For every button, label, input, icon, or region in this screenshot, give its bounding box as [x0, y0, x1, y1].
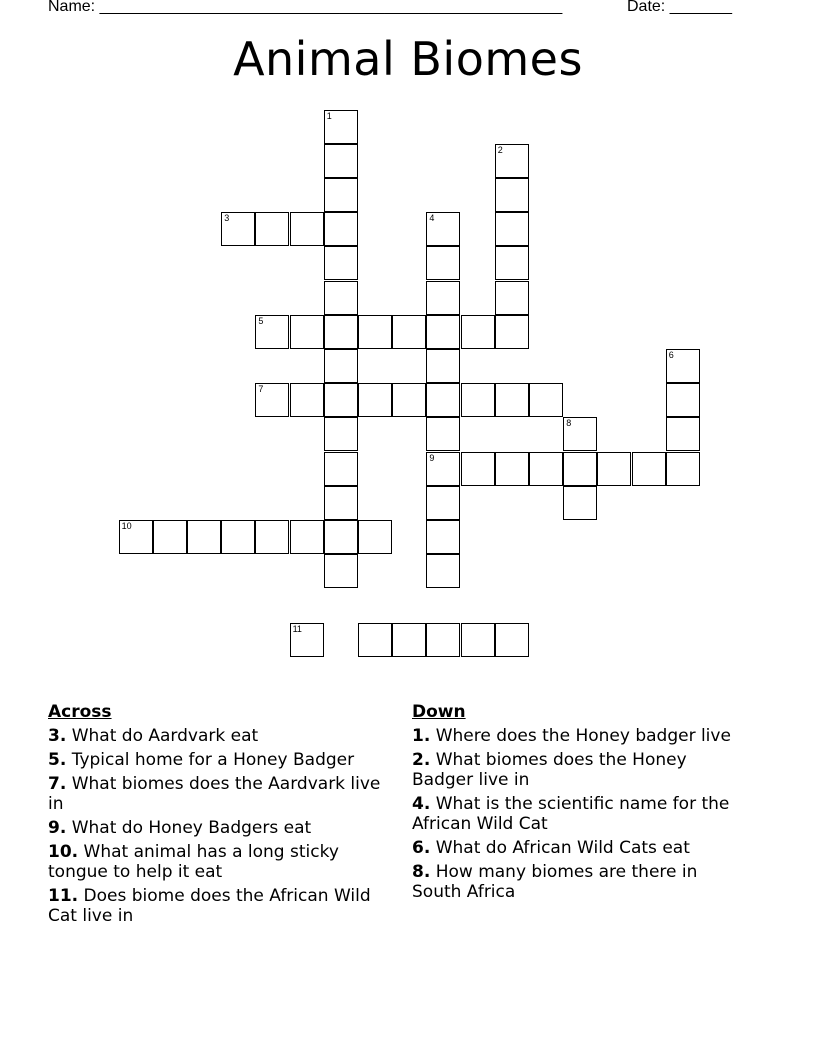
- grid-cell[interactable]: [324, 178, 358, 212]
- grid-cell[interactable]: [426, 486, 460, 520]
- clue-down-6: 6. What do African Wild Cats eat: [412, 838, 690, 858]
- grid-cell[interactable]: [426, 554, 460, 588]
- grid-cell[interactable]: [358, 623, 392, 657]
- grid-cell[interactable]: [563, 417, 597, 451]
- grid-cell[interactable]: [666, 349, 700, 383]
- grid-cell[interactable]: [495, 623, 529, 657]
- clue-number: 7: [258, 384, 264, 395]
- clue-number: 2: [497, 144, 503, 155]
- grid-cell[interactable]: [495, 452, 529, 486]
- name-field-label: Name: ____________________________________________________: [48, 0, 563, 15]
- grid-cell[interactable]: [461, 315, 495, 349]
- grid-cell[interactable]: [495, 315, 529, 349]
- grid-cell[interactable]: [255, 520, 289, 554]
- clue-down-2: 2. What biomes does the Honey Badger live in: [412, 750, 687, 790]
- grid-cell[interactable]: [495, 281, 529, 315]
- grid-cell[interactable]: [495, 144, 529, 178]
- grid-cell[interactable]: [119, 520, 153, 554]
- grid-cell[interactable]: [426, 520, 460, 554]
- grid-cell[interactable]: [290, 212, 324, 246]
- date-field-label: Date: _______: [627, 0, 732, 15]
- down-heading: Down: [412, 702, 466, 722]
- grid-cell[interactable]: [426, 349, 460, 383]
- grid-cell[interactable]: [563, 452, 597, 486]
- grid-cell[interactable]: [426, 281, 460, 315]
- grid-cell[interactable]: [324, 486, 358, 520]
- grid-cell[interactable]: [324, 452, 358, 486]
- clue-number: 8: [566, 418, 572, 429]
- grid-cell[interactable]: [666, 452, 700, 486]
- grid-cell[interactable]: [221, 520, 255, 554]
- grid-cell[interactable]: [324, 349, 358, 383]
- clue-number: 4: [429, 213, 435, 224]
- grid-cell[interactable]: [324, 315, 358, 349]
- grid-cell[interactable]: [426, 212, 460, 246]
- grid-cell[interactable]: [290, 520, 324, 554]
- grid-cell[interactable]: [495, 178, 529, 212]
- clue-across-9: 9. What do Honey Badgers eat: [48, 818, 312, 838]
- grid-cell[interactable]: [495, 212, 529, 246]
- grid-cell[interactable]: [563, 486, 597, 520]
- grid-cell[interactable]: [255, 212, 289, 246]
- grid-cell[interactable]: [597, 452, 631, 486]
- clue-number: 3: [224, 213, 230, 224]
- grid-cell[interactable]: [529, 452, 563, 486]
- grid-cell[interactable]: [358, 520, 392, 554]
- grid-cell[interactable]: [632, 452, 666, 486]
- grid-cell[interactable]: [529, 383, 563, 417]
- grid-cell[interactable]: [324, 212, 358, 246]
- grid-cell[interactable]: [324, 383, 358, 417]
- clue-number: 10: [121, 521, 132, 531]
- grid-cell[interactable]: [324, 110, 358, 144]
- clue-down-1: 1. Where does the Honey badger live: [412, 726, 731, 746]
- clue-across-3: 3. What do Aardvark eat: [48, 726, 259, 746]
- grid-cell[interactable]: [290, 383, 324, 417]
- grid-cell[interactable]: [426, 417, 460, 451]
- grid-cell[interactable]: [153, 520, 187, 554]
- grid-cell[interactable]: [495, 246, 529, 280]
- across-heading: Across: [48, 702, 112, 722]
- grid-cell[interactable]: [324, 281, 358, 315]
- grid-cell[interactable]: [255, 315, 289, 349]
- grid-cell[interactable]: [461, 623, 495, 657]
- across-clues: [48, 702, 388, 930]
- grid-cell[interactable]: [324, 417, 358, 451]
- grid-cell[interactable]: [358, 315, 392, 349]
- grid-cell[interactable]: [255, 383, 289, 417]
- clue-across-11: 11. Does biome does the African Wild Cat live in: [48, 886, 371, 926]
- grid-cell[interactable]: [461, 452, 495, 486]
- grid-cell[interactable]: [426, 315, 460, 349]
- down-clues: [412, 702, 742, 906]
- grid-cell[interactable]: [324, 246, 358, 280]
- grid-cell[interactable]: [426, 623, 460, 657]
- clue-number: 5: [258, 315, 264, 326]
- page-title: Animal Biomes: [233, 32, 583, 86]
- grid-cell[interactable]: [666, 383, 700, 417]
- grid-cell[interactable]: [392, 383, 426, 417]
- clue-down-4: 4. What is the scientific name for the African Wild Cat: [412, 794, 730, 834]
- clue-across-10: 10. What animal has a long sticky tongue to help it eat: [48, 842, 339, 882]
- grid-cell[interactable]: [666, 417, 700, 451]
- grid-cell[interactable]: [221, 212, 255, 246]
- grid-cell[interactable]: [426, 383, 460, 417]
- grid-cell[interactable]: [495, 383, 529, 417]
- clue-number: 1: [326, 110, 332, 121]
- grid-cell[interactable]: [290, 315, 324, 349]
- clue-number: 9: [429, 452, 435, 463]
- grid-cell[interactable]: [324, 554, 358, 588]
- grid-cell[interactable]: [324, 144, 358, 178]
- grid-cell[interactable]: [324, 520, 358, 554]
- grid-cell[interactable]: [461, 383, 495, 417]
- grid-cell[interactable]: [392, 315, 426, 349]
- clue-number: 11: [292, 623, 302, 634]
- clue-down-8: 8. How many biomes are there in South Africa: [412, 862, 698, 902]
- grid-cell[interactable]: [187, 520, 221, 554]
- clue-across-7: 7. What biomes does the Aardvark live in: [48, 774, 381, 814]
- grid-cell[interactable]: [392, 623, 426, 657]
- grid-cell[interactable]: [426, 452, 460, 486]
- clue-number: 6: [668, 350, 674, 360]
- grid-cell[interactable]: [290, 623, 324, 657]
- grid-cell[interactable]: [426, 246, 460, 280]
- clue-across-5: 5. Typical home for a Honey Badger: [48, 750, 355, 770]
- grid-cell[interactable]: [358, 383, 392, 417]
